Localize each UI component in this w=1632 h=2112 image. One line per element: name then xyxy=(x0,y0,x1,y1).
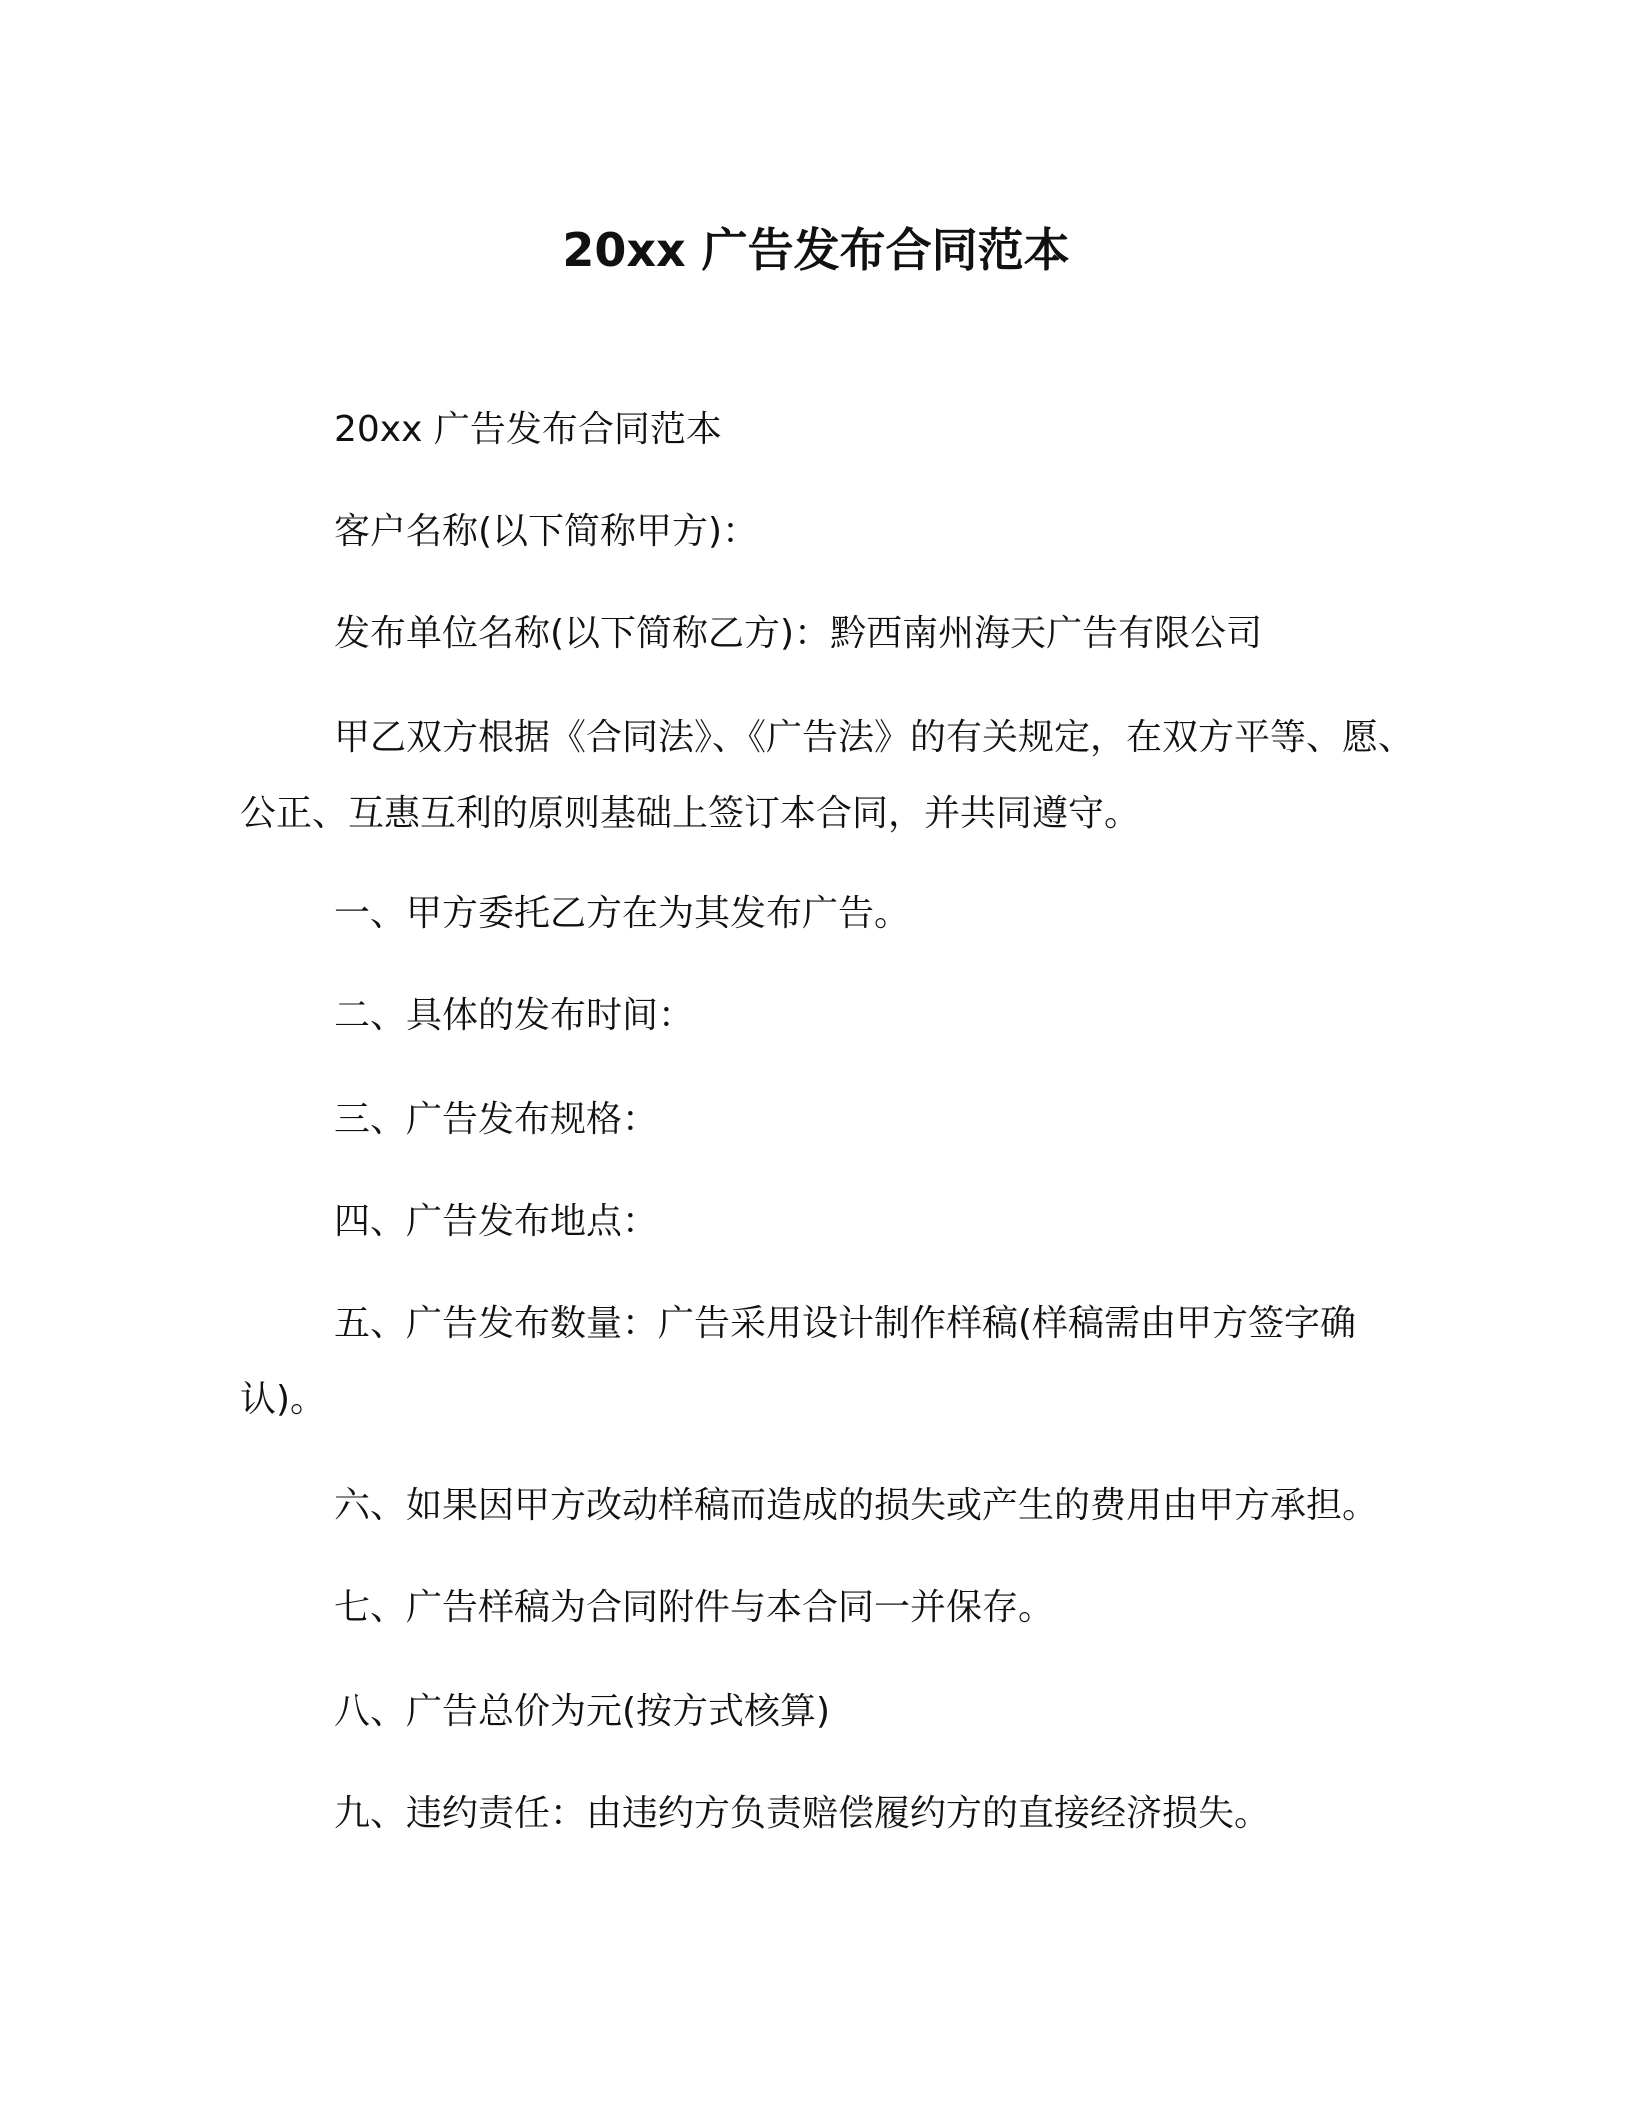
paragraph-clause-9: 九、违约责任：由违约方负责赔偿履约方的直接经济损失。 xyxy=(334,1793,1271,1834)
paragraph-clause-8: 八、广告总价为元(按方式核算) xyxy=(334,1691,831,1732)
paragraph-clause-7: 七、广告样稿为合同附件与本合同一并保存。 xyxy=(334,1587,1055,1628)
paragraph-client-name: 客户名称(以下简称甲方)： xyxy=(334,511,759,552)
paragraph-clause-5: 五、广告发布数量：广告采用设计制作样稿(样稿需由甲方签字确认)。 xyxy=(240,1303,1357,1420)
document-title: 20xx 广告发布合同范本 xyxy=(562,223,1070,277)
paragraph-clause-3: 三、广告发布规格： xyxy=(334,1099,659,1140)
paragraph-preamble: 甲乙双方根据《合同法》、《广告法》的有关规定，在双方平等、愿、公正、互惠互利的原则基础上签订本合同，并共同遵守。 xyxy=(240,717,1415,834)
paragraph-subtitle: 20xx 广告发布合同范本 xyxy=(334,409,722,450)
paragraph-publisher-name: 发布单位名称(以下简称乙方)：黔西南州海天广告有限公司 xyxy=(334,613,1263,654)
paragraph-clause-2: 二、具体的发布时间： xyxy=(334,995,695,1036)
paragraph-clause-4: 四、广告发布地点： xyxy=(334,1201,659,1242)
paragraph-clause-6: 六、如果因甲方改动样稿而造成的损失或产生的费用由甲方承担。 xyxy=(334,1485,1379,1526)
paragraph-clause-1: 一、甲方委托乙方在为其发布广告。 xyxy=(334,893,911,934)
